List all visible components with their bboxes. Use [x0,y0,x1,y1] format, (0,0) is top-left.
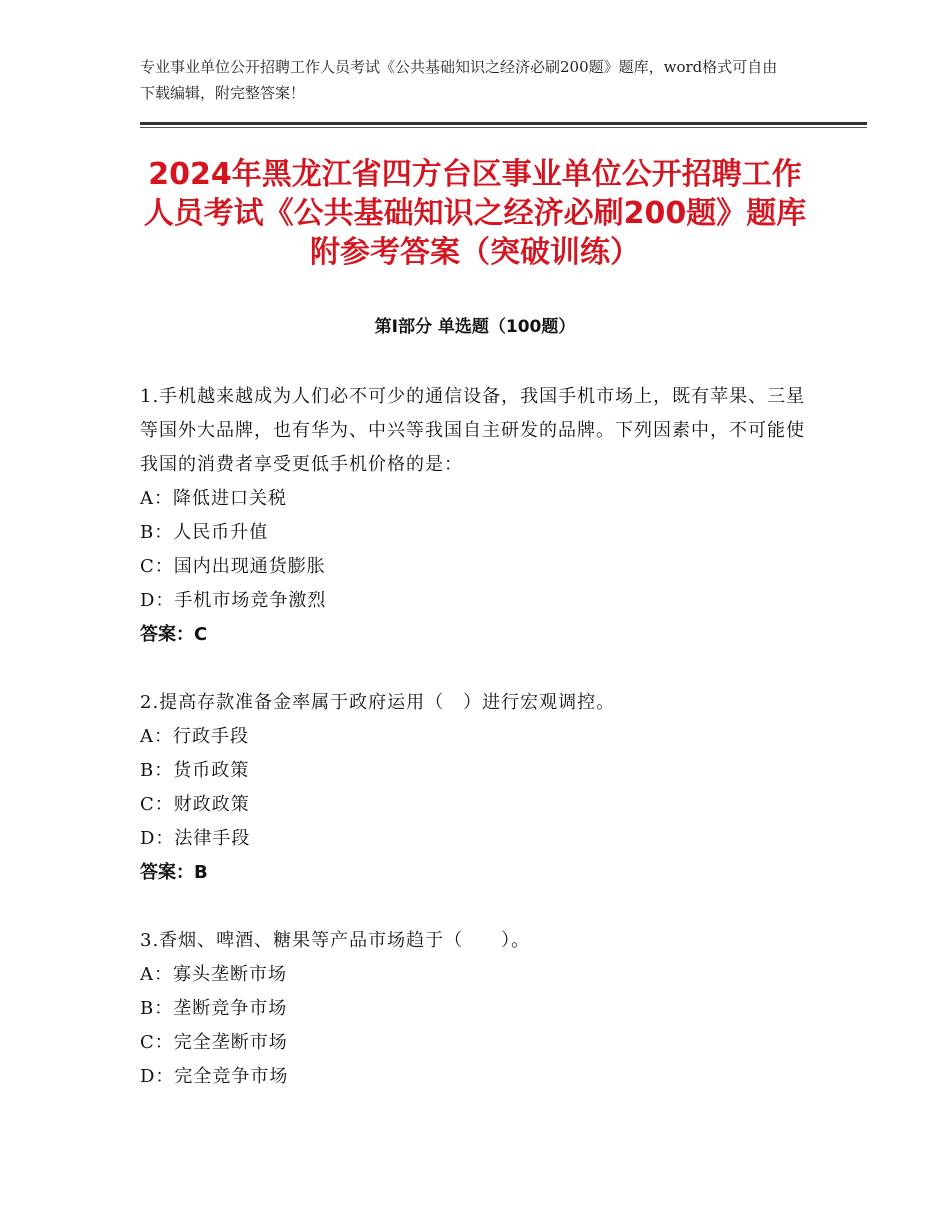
option-c: C：国内出现通货膨胀 [140,556,326,577]
option-c: C：完全垄断市场 [140,1032,288,1053]
section-heading: 第Ⅰ部分 单选题（100题） [374,317,576,337]
option-d: D：手机市场竞争激烈 [140,590,327,611]
question-list [140,380,820,1128]
question-stem: 1.手机越来越成为人们必不可少的通信设备，我国手机市场上，既有苹果、三星等国外大品牌，也有华为、中兴等我国自主研发的品牌。下列因素中，不可能使我国的消费者享受更低手机价格的是： [140,386,806,475]
answer-line: 答案：C [140,624,208,645]
answer-line: 答案：B [140,862,208,883]
question-stem: 2.提高存款准备金率属于政府运用（ ）进行宏观调控。 [140,692,616,713]
question-1 [140,380,820,652]
option-a: A：行政手段 [140,726,249,747]
document-title: 2024年黑龙江省四方台区事业单位公开招聘工作人员考试《公共基础知识之经济必刷200题》题库附参考答案（突破训练） [143,157,807,270]
question-2 [140,686,820,890]
option-a: A：降低进口关税 [140,488,287,509]
header-divider-thin [140,127,867,128]
header-note: 专业事业单位公开招聘工作人员考试《公共基础知识之经济必刷200题》题库，word格式可自由下载编辑，附完整答案！ [140,58,778,102]
question-stem: 3.香烟、啤酒、糖果等产品市场趋于（ ）。 [140,930,531,951]
option-d: D：法律手段 [140,828,251,849]
option-a: A：寡头垄断市场 [140,964,287,985]
option-b: B：垄断竞争市场 [140,998,288,1019]
question-3 [140,924,820,1094]
option-b: B：人民币升值 [140,522,269,543]
option-b: B：货币政策 [140,760,250,781]
option-c: C：财政政策 [140,794,250,815]
header-divider-thick [140,122,867,125]
option-d: D：完全竞争市场 [140,1066,289,1087]
